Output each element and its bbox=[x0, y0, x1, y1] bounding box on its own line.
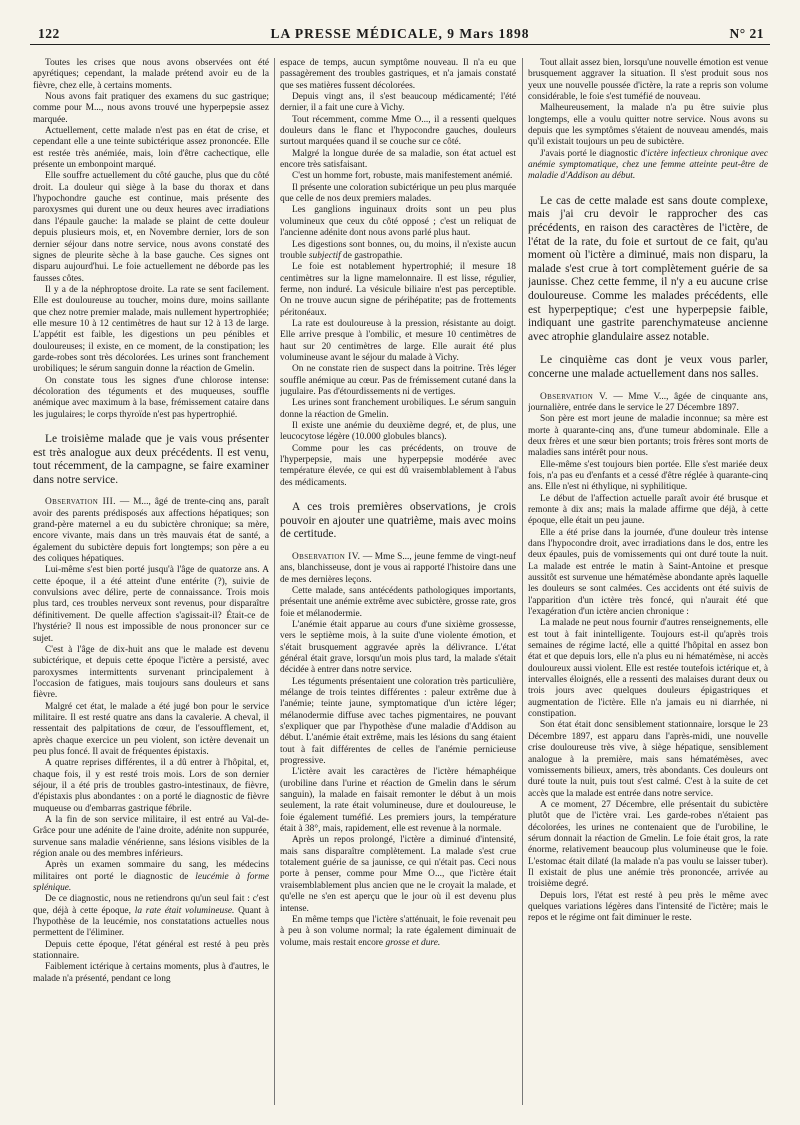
paragraph: C'est un homme fort, robuste, mais manifestement anémié. bbox=[292, 171, 513, 182]
column-rule bbox=[522, 58, 523, 1105]
paragraph: Elle souffre actuellement du côté gauche, plus que du côté droit. La douleur qui siège à la base du thorax et dans l'hypochondre gauche est continue, mais présente des paroxysmes qui durent une ou deux heures avec irradiations dans l'épaule gauche: la malade se plaint de cette douleur depuis plusieurs mois, et, en Novembre dernier, lors de son dernier séjour dans notre service, nous avons constaté des signes de pleurite sèche à la base gauche. Ces signes ont disparu aujourd'hui. Le foie actuellement ne déborde pas les fausses côtes. bbox=[33, 171, 269, 284]
paragraph: La rate est douloureuse à la pression, résistante au doigt. Elle arrive presque à l'ombilic, et mesure 10 centimètres de haut sur 20 centimètres de large. Elle aurait été plus volumineuse avant le séjour du malade à Vichy. bbox=[280, 318, 516, 363]
text-run: de gastropathie. bbox=[343, 250, 403, 261]
text-run: De ce diagnostic, nous ne retiendrons qu'un seul fait : c'est que, déjà à cette époque, bbox=[33, 894, 269, 916]
italic-text: subjectif bbox=[308, 250, 341, 261]
paragraph: Le début de l'affection actuelle paraît avoir été brusque et remonte à dix ans; mais la malade affirme que déjà, à cette époque, elle était un peu jaune. bbox=[528, 493, 768, 527]
text-run: Les digestions sont bonnes, ou, du moins, il n'existe aucun trouble bbox=[280, 239, 516, 261]
observation-label: Observation III. bbox=[45, 497, 116, 508]
paragraph: Faiblement ictérique à certains moments, plus à d'autres, le malade n'a présenté, pendant ce long bbox=[33, 962, 269, 984]
paragraph: On ne constate rien de suspect dans la poitrine. Très léger souffle anémique au cœur. Pas de frémissement cutané dans la jugulaire. Pas d'étourdissements ni de vertiges. bbox=[280, 364, 516, 397]
paragraph: Il présente une coloration subictérique un peu plus marquée que celle de nos deux premiers malades. bbox=[280, 182, 516, 205]
paragraph: On constate tous les signes d'une chlorose intense: décoloration des téguments et des muqueuses, souffle anémique avec maximum à la base, frémissement cataire dans les jugulaires; le corps thyroïde n'est pas hypertrophié. bbox=[33, 375, 269, 420]
text-run: J'avais porté le diagnostic d' bbox=[540, 148, 648, 159]
paragraph: Tout allait assez bien, lorsqu'une nouvelle émotion est venue brusquement aggraver la situation. Il s'est produit sous nos yeux une nouvelle poussée d'ictère, la rate a repris son volume considérable, le foie s'est tuméfié de nouveau. bbox=[528, 58, 768, 103]
observation-paragraph bbox=[33, 497, 269, 565]
lead-paragraph: Le cinquième cas dont je veux vous parler, concerne une malade actuellement dans nos salles. bbox=[528, 354, 768, 380]
paragraph bbox=[33, 860, 269, 894]
paragraph bbox=[280, 240, 516, 263]
text-column-1 bbox=[33, 58, 269, 1113]
text-column-2 bbox=[280, 58, 516, 1113]
page-number: 122 bbox=[38, 26, 60, 41]
paragraph: Lui-même s'est bien porté jusqu'à l'âge de quatorze ans. A cette époque, il a été atteint d'une entérite (?), suivie de convulsions avec délire, perte de connaissance. Trois mois plus tard, ces troubles nerveux sont revenus, pour disparaître définitivement. De quelle affection s'agissait-il? Était-ce de l'hystérie? Il nous est impossible de nous prononcer sur ce sujet. bbox=[33, 565, 269, 644]
paragraph: Depuis lors, l'état est resté à peu près le même avec quelques variations légères dans l'intensité de l'ictère; mais le repos et le régime ont fait diminuer le reste. bbox=[528, 890, 768, 924]
page-header bbox=[30, 24, 770, 45]
text-run: En même temps que l'ictère s'atténuait, le foie revenait peu à peu à son volume normal; la rate également diminuait de volume, mais restait encore bbox=[280, 914, 516, 948]
paragraph: Les téguments présentaient une coloration très particulière, mélange de trois teintes différentes : paleur extrême due à l'anémie; teinte jaune, symptomatique d'un ictère léger; mélanodermie diffuse avec taches pigmentaires, ne pouvant s'expliquer que par l'hypothèse d'une maladie d'Addison au début. L'anémie était extrême, mais les lésions du sang étaient tout à fait différentes de celles de l'anémie pernicieuse progressive. bbox=[280, 676, 516, 767]
paragraph: Son père est mort jeune de maladie inconnue; sa mère est morte à quarante-cinq ans, d'une tumeur abdominale. Elle a deux frères et une sœur bien portants; trois frères sont morts de maladies sans intérêt pour nous. bbox=[528, 414, 768, 459]
observation-paragraph bbox=[280, 552, 516, 586]
paragraph: C'est à l'âge de dix-huit ans que le malade est devenu subictérique, et depuis cette époque l'ictère a persisté, avec paroxysmes intermittents survenant principalement à l'occasion de fatigues, mais toujours sans douleurs et sans fièvre. bbox=[33, 644, 269, 701]
paragraph: L'anémie était apparue au cours d'une sixième grossesse, vers le septième mois, à la suite d'une violente émotion, et s'était brusquement aggravée après la délivrance. L'état général était grave, lorsqu'un mois plus tard, la malade s'était décidée à entrer dans notre service. bbox=[280, 619, 516, 676]
observation-text: — Mme V..., âgée de cinquante ans, journalière, entrée dans le service le 27 Décembre 1897. bbox=[528, 391, 768, 413]
italic-text: grosse et dure. bbox=[385, 937, 441, 948]
journal-title: LA PRESSE MÉDICALE, 9 Mars 1898 bbox=[270, 26, 530, 41]
text-run: Après un examen sommaire du sang, les médecins militaires ont porté le diagnostic de bbox=[33, 860, 269, 882]
paragraph: Après un repos prolongé, l'ictère a diminué d'intensité, mais sans disparaître complètement. La malade s'est crue totalement guérie de sa jaunisse, ce qui n'était pas. Ceci nous porte à penser, comme pour Mme O..., que l'ictère était vraisemblablement plus ancien que ne le croyait la malade, et qu'elle ne s'en est aperçu que le jour où il est devenu plus intense. bbox=[280, 835, 516, 914]
paragraph: La malade ne peut nous fournir d'autres renseignements, elle est tout à fait inintelligente. Toujours est-il qu'après trois semaines de régime lacté, elle a quitté l'hôpital en assez bon état et que depuis lors, elle n'a plus eu ni hématémèse, ni accès douloureux aussi violent. Elle est restée toutefois ictérique et, à intervalles éloignés, elle a ressenti des malaises durant deux ou trois jours avec quelques douleurs épigastriques et augmentation de l'ictère. Elle n'a jamais eu ni diarrhée, ni constipation. bbox=[528, 618, 768, 720]
paragraph: Son état était donc sensiblement stationnaire, lorsque le 23 Décembre 1897, est apparu dans l'après-midi, une nouvelle crise douloureuse très vive, à siège hépatique, sensiblement analogue à la première, mais sans hématémèses, avec vomissements bilieux, amers, très abondants. Ces douleurs ont duré toute la nuit, puis tout s'est calmé. C'est à la suite de cet accès que la malade est entrée dans notre service. bbox=[528, 720, 768, 799]
paragraph: A quatre reprises différentes, il a dû entrer à l'hôpital, et, chaque fois, il y est resté trois mois. Lors de son dernier séjour, il a été pris de troubles gastro-intestinaux, de fièvre, d'épistaxis plus abondantes : on a porté le diagnostic de fièvre muqueuse ou d'embarras gastrique fébrile. bbox=[33, 758, 269, 814]
paragraph: L'ictère avait les caractères de l'ictère hémaphéique (urobiline dans l'urine et réaction de Gmelin dans le sérum sanguin), la malade en faisait remonter le début à un mois seulement, la rate était volumineuse, dure et douloureuse, le foie également tuméfié. Les premiers jours, la température était à 38°, mais, rapidement, elle est revenue à la normale. bbox=[280, 767, 516, 835]
paragraph: Les urines sont franchement urobiliques. Le sérum sanguin donne la réaction de Gmelin. bbox=[280, 398, 516, 420]
paragraph: A ce moment, 27 Décembre, elle présentait du subictère plutôt que de l'ictère vrai. Les garde-robes n'étaient pas décolorées, les urines ne contenaient que de l'urobiline, le sérum donnait la réaction de Gmelin. Le foie était gros, la rate énorme, relativement beaucoup plus volumineuse que le foie. L'estomac était dilaté (la malade n'a pas voulu se laisser tuber). Il existait de plus une anémie très prononcée, arrivée au troisième degré. bbox=[528, 799, 768, 890]
paragraph bbox=[528, 149, 768, 183]
italic-text: la rate était volumineuse. bbox=[134, 905, 235, 916]
paragraph: Nous avons fait pratiquer des examens du suc gastrique; comme pour M..., nous avons trouvé une hyperpepsie assez marquée. bbox=[33, 92, 269, 125]
paragraph: A la fin de son service militaire, il est entré au Val-de-Grâce pour une adénite de l'aine droite, adénite non suppurée, survenue sans maladie vénérienne, sans lésions visibles de la région anale ou des membres inférieurs. bbox=[33, 815, 269, 860]
paragraph: Malgré la longue durée de sa maladie, son état actuel est encore très satisfaisant. bbox=[280, 148, 516, 171]
italic-text: ictère infectieux chronique avec anémie symptomatique, chez une femme atteinte peut-être de maladie d'Addison au début. bbox=[528, 148, 768, 182]
lead-paragraph: Le cas de cette malade est sans doute complexe, mais j'ai cru devoir le rapprocher des cas précédents, en raison des caractères de l'ictère, de l'état de la rate, du foie et surtout de ce fait, qu'au moment où l'ictère a diminué, mais non disparu, la malade s'est crue à tort complètement guérie de sa jaunisse. Chez cette femme, il n'y a eu aucune crise douloureuse. Comme les malades précédents, elle est hyperpeptique; c'est une hyperpepsie faible, indiquant une gastrite parenchymateuse ancienne avec atrophie glandulaire assez notable. bbox=[528, 194, 768, 343]
paragraph: Toutes les crises que nous avons observées ont été apyrétiques; cependant, la malade prétend avoir eu de la fièvre, chez elle, à certains moments. bbox=[33, 58, 269, 91]
lead-paragraph: A ces trois premières observations, je crois pouvoir en ajouter une quatrième, mais avec moins de certitude. bbox=[280, 501, 516, 541]
observation-text: — M..., âgé de trente-cinq ans, paraît avoir des parents prédisposés aux affections hépatiques; son grand-père maternel a eu du subictère chronique; sa mère, encore vivante, mais dans un très mauvais état de santé, a également du subictère depuis fort longtemps; son père a eu des coliques hépatiques. bbox=[33, 497, 269, 565]
observation-paragraph bbox=[528, 392, 768, 415]
paragraph: Malheureusement, la malade n'a pu être suivie plus longtemps, elle a voulu quitter notre service. Nous avons su depuis que les symptômes s'étaient de nouveau amendés, mais qu'il existait toujours un peu de subictère. bbox=[528, 103, 768, 148]
paragraph bbox=[280, 915, 516, 949]
paragraph: Comme pour les cas précédents, on trouve de l'hyperpepsie, mais une hyperpepsie modérée avec température élevée, ce qui est dû vraisemblablement à l'abus des médicaments. bbox=[280, 443, 516, 488]
italic-text: leucémie à forme splénique. bbox=[33, 871, 269, 894]
text-run: Quant à l'hypothèse de la leucémie, nos constatations actuelles nous permettent de l'éliminer. bbox=[33, 905, 269, 939]
paragraph: espace de temps, aucun symptôme nouveau. Il n'a eu que passagèrement des troubles gastriques, et n'a jamais constaté que ses matières fussent décolorées. bbox=[280, 58, 516, 91]
observation-label: Observation IV. bbox=[292, 551, 361, 562]
paragraph: Tout récemment, comme Mme O..., il a ressenti quelques douleurs dans le flanc et l'hypocondre gauches, douleurs surtout marquées quand il se couche sur ce côté. bbox=[280, 114, 516, 148]
paragraph: Il existe une anémie du deuxième degré, et, de plus, une leucocytose légère (10.000 globules blancs). bbox=[280, 421, 516, 443]
observation-label: Observation V. bbox=[540, 391, 608, 402]
paragraph: Il y a de la néphroptose droite. La rate se sent facilement. Elle est douloureuse au toucher, moins dure, moins saillante que chez notre premier malade, mais nullement hypertrophiée; elle mesure 10 à 12 centimètres de haut sur 12 à 13 de large. L'appétit est faible, les digestions un peu pénibles et douloureuses; il existe, en ce moment, de la constipation; les garde-robes sont très décolorées. Les urines sont franchement urobiliques; le sérum sanguin donne la réaction de Gmelin. bbox=[33, 284, 269, 375]
paragraph: Elle a été prise dans la journée, d'une douleur très intense dans l'hypocondre droit, avec irradiations dans le dos, entre les deux épaules, puis de vomissements qui ont duré toute la nuit. La malade est entrée le matin à Saint-Antoine et presque aussitôt est survenue une hématémèse abondante après laquelle les douleurs se sont calmées. Ces accidents ont été suivis de l'apparition d'un ictère très foncé, qui n'aurait été que l'exagération d'un ictère ancien chronique : bbox=[528, 527, 768, 618]
paragraph: Depuis vingt ans, il s'est beaucoup médicamenté; l'été dernier, il a fait une cure à Vichy. bbox=[280, 92, 516, 114]
paragraph: Le foie est notablement hypertrophié; il mesure 18 centimètres sur la ligne mamelonnaire. Il est lisse, régulier, ferme, non induré. La vésicule biliaire n'est pas perceptible. On ne trouve aucun signe de périhépatite; pas de frottements péritonéaux. bbox=[280, 262, 516, 318]
paragraph: Les ganglions inguinaux droits sont un peu plus volumineux que ceux du côté opposé ; c'est un reliquat de l'ancienne adénite dont nous avons parlé plus haut. bbox=[280, 205, 516, 239]
paragraph: Actuellement, cette malade n'est pas en état de crise, et cependant elle a une teinte subictérique assez prononcée. Elle est restée très anémiée, mais, loin d'être cachectique, elle présente un embonpoint marqué. bbox=[33, 126, 269, 171]
issue-number: N° 21 bbox=[729, 26, 764, 41]
paragraph: Depuis cette époque, l'état général est resté à peu près stationnaire. bbox=[33, 939, 269, 962]
column-rule bbox=[274, 58, 275, 1105]
lead-paragraph: Le troisième malade que je vais vous présenter est très analogue aux deux précédents. Il est venu, tout récemment, de la campagne, se faire examiner dans notre service. bbox=[33, 433, 269, 486]
paragraph: Cette malade, sans antécédents pathologiques importants, présentait une anémie extrême avec subictère, grosse rate, gros foie et mélanodermie. bbox=[280, 585, 516, 619]
paragraph: Malgré cet état, le malade a été jugé bon pour le service militaire. Il est resté quatre ans dans la cavalerie. A cheval, il ressentait des palpitations de cœur, de l'essoufflement, et, après chaque exercice un peu violent, son ictère devenait un peu plus foncé. Il avait de fréquentes épistaxis. bbox=[33, 701, 269, 757]
observation-text: — Mme S..., jeune femme de vingt-neuf ans, blanchisseuse, dont je vous ai rapporté l'histoire dans une de mes dernières leçons. bbox=[280, 551, 516, 585]
text-column-3 bbox=[528, 58, 768, 1113]
paragraph: Elle-même s'est toujours bien portée. Elle s'est mariée deux fois, n'a pas eu d'enfants et a cessé d'être réglée à quarante-cinq ans. Elle n'est ni éthylique, ni syphilitique. bbox=[528, 459, 768, 493]
paragraph bbox=[33, 894, 269, 939]
